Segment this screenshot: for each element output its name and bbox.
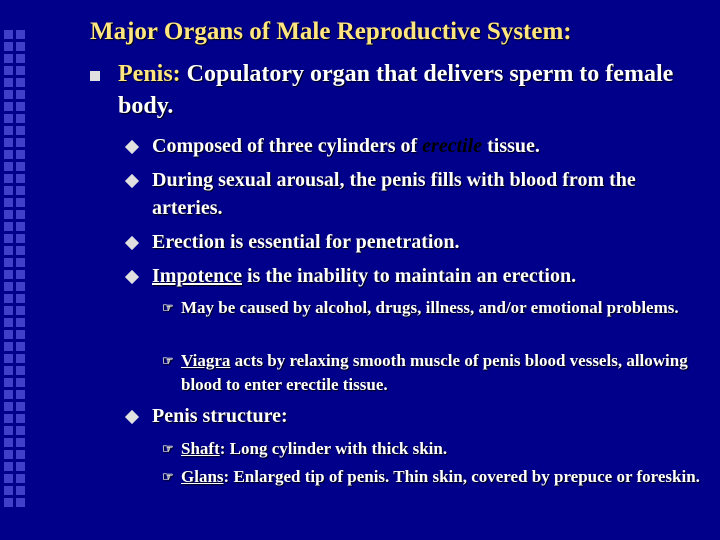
glans-text: : Enlarged tip of penis. Thin skin, covered by prepuce or foreskin.: [223, 467, 700, 486]
impotence-text: is the inability to maintain an erection.: [241, 265, 577, 287]
glans-term: Glans: [181, 467, 224, 486]
arousal-text: During sexual arousal, the penis fills with blood from the arteries.: [152, 169, 636, 219]
structure-text: Penis structure:: [152, 405, 288, 427]
bullet-composed: [132, 132, 702, 160]
pointing-hand-icon: ☞: [162, 300, 174, 315]
composed-text: Composed of three cylinders of: [152, 135, 423, 157]
erectile-term: erectile: [422, 135, 483, 157]
bullet-impotence: [132, 262, 702, 290]
diamond-bullet-icon: [125, 236, 139, 250]
bullet-penis: [90, 58, 700, 122]
subbullet-shaft: [162, 437, 708, 461]
erection-text: Erection is essential for penetration.: [152, 231, 460, 253]
viagra-text: acts by relaxing smooth muscle of penis blood vessels, allowing blood to enter erectile tissue.: [181, 351, 688, 394]
viagra-term: Viagra: [181, 351, 231, 370]
diamond-bullet-icon: [125, 174, 139, 188]
causes-text: May be caused by alcohol, drugs, illness, and/or emotional problems.: [181, 298, 679, 317]
pointing-hand-icon: ☞: [162, 353, 174, 368]
penis-definition: Copulatory organ that delivers sperm to female body.: [118, 61, 674, 119]
subbullet-causes: [162, 296, 708, 320]
composed-text-end: tissue.: [482, 135, 540, 157]
diamond-bullet-icon: [125, 270, 139, 284]
pointing-hand-icon: ☞: [162, 441, 174, 456]
bullet-structure: [132, 402, 702, 430]
shaft-text: : Long cylinder with thick skin.: [219, 439, 448, 458]
impotence-term: Impotence: [152, 265, 242, 287]
diamond-bullet-icon: [125, 410, 139, 424]
bullet-erection: [132, 228, 702, 256]
penis-term: Penis:: [118, 61, 181, 87]
slide-title: Major Organs of Male Reproductive System:: [90, 18, 572, 45]
diamond-bullet-icon: [125, 140, 139, 154]
pointing-hand-icon: ☞: [162, 469, 174, 484]
subbullet-viagra: [162, 349, 708, 397]
subbullet-glans: [162, 465, 708, 489]
bullet-arousal: [132, 166, 702, 222]
square-bullet-icon: [90, 71, 100, 81]
shaft-term: Shaft: [181, 439, 220, 458]
